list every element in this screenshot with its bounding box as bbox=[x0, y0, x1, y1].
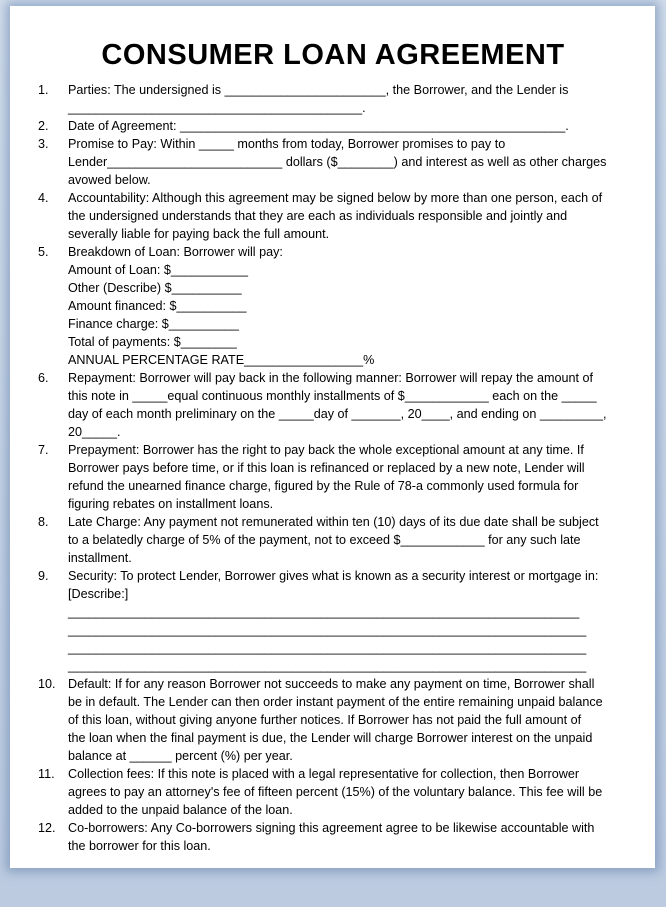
document-title: CONSUMER LOAN AGREEMENT bbox=[101, 39, 565, 71]
clause-text-line: Promise to Pay: Within _____ months from today, Borrower promises to pay to bbox=[68, 137, 506, 151]
clause-text-line: day of each month preliminary on the _____day of _______, 20____, and ending on _________, bbox=[68, 407, 607, 421]
clause-text-line: Breakdown of Loan: Borrower will pay: bbox=[68, 245, 283, 259]
clause-text-line: 20_____. bbox=[68, 425, 121, 439]
clause-number: 12. bbox=[38, 821, 56, 835]
clause-text-line: Lender_________________________ dollars ($________) and interest as well as other charges bbox=[68, 155, 607, 169]
clause-text-line: refund the unearned finance charge, figured by the Rule of 78-a commonly used formula for bbox=[68, 479, 579, 493]
clause-text-line: Prepayment: Borrower has the right to pay back the whole exceptional amount at any time. If bbox=[68, 443, 584, 457]
clause-number: 7. bbox=[38, 443, 49, 457]
clause-number: 5. bbox=[38, 245, 49, 259]
clause-item bbox=[38, 819, 648, 855]
clause-text-line: Other (Describe) $__________ bbox=[68, 281, 242, 295]
clause-list bbox=[38, 81, 648, 855]
clause-item bbox=[38, 81, 648, 117]
clause-number: 9. bbox=[38, 569, 49, 583]
clause-text-line: Late Charge: Any payment not remunerated within ten (10) days of its due date shall be subject bbox=[68, 515, 599, 529]
clause-text-line: the borrower for this loan. bbox=[68, 839, 211, 853]
clause-number: 6. bbox=[38, 371, 49, 385]
clause-text-line: Parties: The undersigned is _______________________, the Borrower, and the Lender is bbox=[68, 83, 569, 97]
clause-number: 8. bbox=[38, 515, 49, 529]
clause-text-line: Finance charge: $__________ bbox=[68, 317, 239, 331]
clause-item bbox=[38, 513, 648, 567]
clause-item bbox=[38, 243, 648, 369]
clause-number: 4. bbox=[38, 191, 49, 205]
clause-item bbox=[38, 567, 648, 675]
clause-text-line: Repayment: Borrower will pay back in the following manner: Borrower will repay the amount of bbox=[68, 371, 593, 385]
clause-item bbox=[38, 369, 648, 441]
clause-item bbox=[38, 135, 648, 189]
clause-text-line: ANNUAL PERCENTAGE RATE_________________% bbox=[68, 353, 375, 367]
clause-item bbox=[38, 117, 648, 135]
clause-text-line: Total of payments: $________ bbox=[68, 335, 237, 349]
clause-text-line: Security: To protect Lender, Borrower gives what is known as a security interest or mortgage in: bbox=[68, 569, 599, 583]
clause-text-line: figuring rebates on installment loans. bbox=[68, 497, 274, 511]
clause-text-line: be in default. The Lender can then order instant payment of the entire remaining unpaid balance bbox=[68, 695, 603, 709]
clause-text-line: [Describe:] bbox=[68, 587, 129, 601]
clause-text-line: the loan when the final payment is due, the Lender will charge Borrower interest on the unpaid bbox=[68, 731, 593, 745]
clause-text-line: Accountability: Although this agreement may be signed below by more than one person, each of bbox=[68, 191, 603, 205]
clause-text-line: to a belatedly charge of 5% of the payment, not to exceed $____________ for any such late bbox=[68, 533, 581, 547]
clause-text-line: Amount financed: $__________ bbox=[68, 299, 247, 313]
clause-item bbox=[38, 189, 648, 243]
clause-text-line: balance at ______ percent (%) per year. bbox=[68, 749, 293, 763]
clause-text-line: avowed below. bbox=[68, 173, 151, 187]
clause-text-line: __________________________________________________________________________ bbox=[68, 659, 587, 673]
clause-text-line: added to the unpaid balance of the loan. bbox=[68, 803, 293, 817]
clause-number: 10. bbox=[38, 677, 56, 691]
clause-text-line: Co-borrowers: Any Co-borrowers signing this agreement agree to be likewise accountable with bbox=[68, 821, 595, 835]
clause-text-line: installment. bbox=[68, 551, 132, 565]
clause-text-line: __________________________________________. bbox=[68, 101, 366, 115]
clause-number: 2. bbox=[38, 119, 49, 133]
clause-item bbox=[38, 765, 648, 819]
clause-text-line: the undersigned understands that they are each as individuals responsible and jointly and bbox=[68, 209, 568, 223]
clause-text-line: __________________________________________________________________________ bbox=[68, 641, 587, 655]
clause-number: 11. bbox=[38, 767, 55, 781]
clause-item bbox=[38, 441, 648, 513]
clause-text-line: Date of Agreement: _______________________________________________________. bbox=[68, 119, 569, 133]
clause-item bbox=[38, 675, 648, 765]
clause-text-line: this note in _____equal continuous monthly installments of $____________ each on the _____ bbox=[68, 389, 597, 403]
clause-text-line: __________________________________________________________________________ bbox=[68, 623, 587, 637]
clause-text-line: agrees to pay an attorney's fee of fifteen percent (15%) of the voluntary balance. This fee will be bbox=[68, 785, 603, 799]
clause-text-line: Amount of Loan: $___________ bbox=[68, 263, 248, 277]
clause-number: 3. bbox=[38, 137, 49, 151]
clause-text-line: Default: If for any reason Borrower not succeeds to make any payment on time, Borrower shall bbox=[68, 677, 595, 691]
clause-number: 1. bbox=[38, 83, 49, 97]
clause-text-line: _________________________________________________________________________ bbox=[68, 605, 580, 619]
clause-text-line: of this loan, without giving anyone further notices. If Borrower has not paid the full amount of bbox=[68, 713, 582, 727]
clause-text-line: Borrower pays before time, or if this loan is refinanced or replaced by a new note, Lender will bbox=[68, 461, 585, 475]
clause-text-line: Collection fees: If this note is placed with a legal representative for collection, then Borrower bbox=[68, 767, 580, 781]
clause-text-line: severally liable for paying back the full amount. bbox=[68, 227, 330, 241]
